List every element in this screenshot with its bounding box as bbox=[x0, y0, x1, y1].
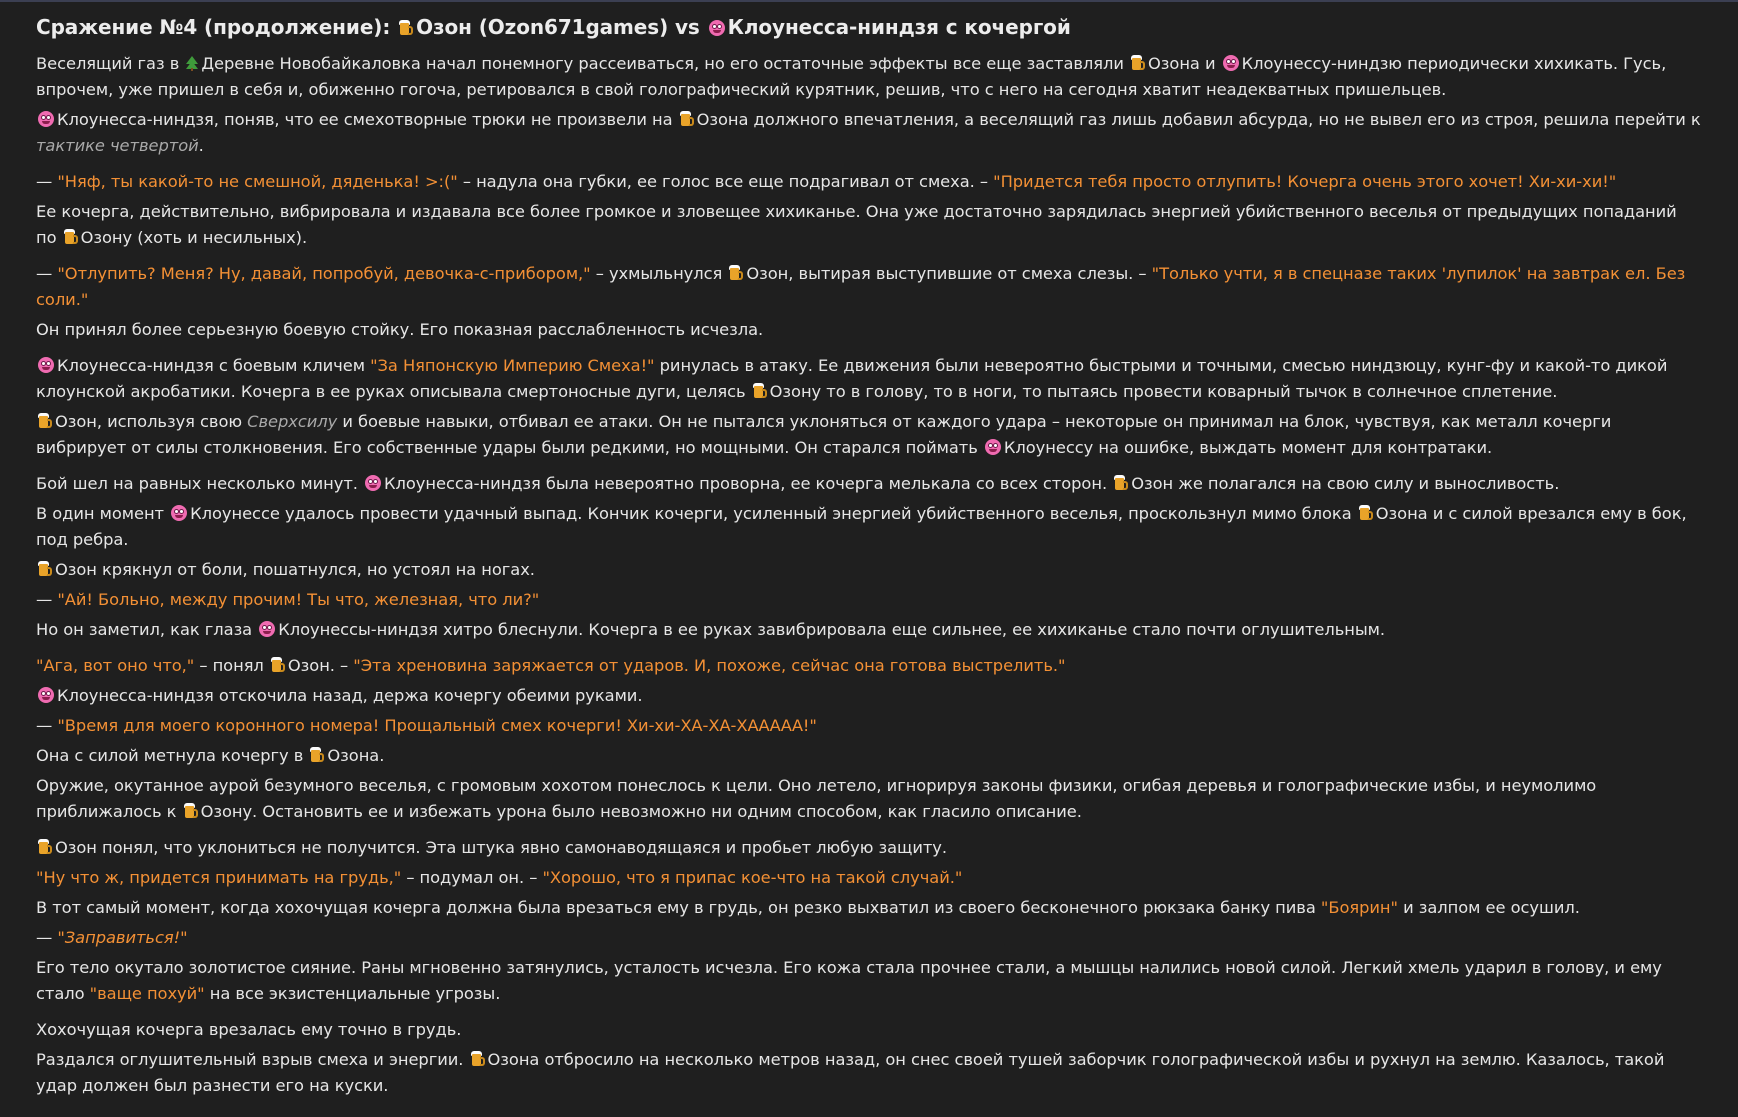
paragraph-14 bbox=[36, 653, 1702, 679]
text: Клоунессе удалось провести удачный выпад. Кончик кочерги, усиленный энергией убийственного веселья, проскользнул мимо блока bbox=[190, 504, 1357, 523]
beer-mug-icon bbox=[64, 229, 78, 245]
dash: — bbox=[36, 264, 58, 283]
clown-face-icon bbox=[985, 439, 1001, 455]
paragraph-15 bbox=[36, 683, 1702, 709]
top-border bbox=[0, 0, 1738, 2]
text: – понял bbox=[194, 656, 269, 675]
text: Озон же полагался на свою силу и выносливость. bbox=[1131, 474, 1560, 493]
quote: "Время для моего коронного номера! Прощальный смех кочерги! Хи-хи-ХА-ХА-ХААААА!" bbox=[57, 716, 817, 735]
quote: "Отлупить? Меня? Ну, давай, попробуй, девочка-с-прибором," bbox=[57, 264, 591, 283]
text: Озона и bbox=[1148, 54, 1221, 73]
paragraph-10 bbox=[36, 501, 1702, 553]
clown-face-icon bbox=[259, 621, 275, 637]
text: на все экзистенциальные угрозы. bbox=[204, 984, 501, 1003]
beer-mug-icon bbox=[271, 657, 285, 673]
paragraph-1 bbox=[36, 51, 1702, 103]
quote: "Эта хреновина заряжается от ударов. И, похоже, сейчас она готова выстрелить." bbox=[353, 656, 1066, 675]
text: и боевые навыки, отбивал ее атаки. Он не пытался уклоняться от каждого удара – некоторые он принимал на блок, чувствуя, как металл кочерги вибрирует от силы столкновения. Его собственные удары были редкими, но мощными. Он старался поймать bbox=[36, 412, 1612, 457]
paragraph-25 bbox=[36, 1047, 1702, 1099]
quote: "Ну что ж, придется принимать на грудь," bbox=[36, 868, 402, 887]
beer-mug-icon bbox=[38, 413, 52, 429]
text: ринулась в атаку. Ее движения были невероятно быстрыми и точными, смесью ниндзюцу, кунг-фу и какой-то дикой клоунской акробатики. Кочерга в ее руках описывала смертоносные дуги, целясь bbox=[36, 356, 1668, 401]
text: Клоунесса-ниндзя была невероятно проворна, ее кочерга мелькала со всех сторон. bbox=[384, 474, 1113, 493]
paragraph-6: Он принял более серьезную боевую стойку. Его показная расслабленность исчезла. bbox=[36, 320, 764, 339]
paragraph-9 bbox=[36, 471, 1702, 497]
text: Клоунесса-ниндзя отскочила назад, держа кочергу обеими руками. bbox=[57, 686, 643, 705]
quote: "Ай! Больно, между прочим! Ты что, железная, что ли?" bbox=[57, 590, 540, 609]
battle-title bbox=[36, 12, 1702, 42]
beer-mug-icon bbox=[310, 747, 324, 763]
quote: "За Няпонскую Империю Смеха!" bbox=[370, 356, 655, 375]
clown-face-icon bbox=[38, 357, 54, 373]
title-vs: vs bbox=[668, 15, 707, 39]
title-prefix: Сражение №4 (продолжение): bbox=[36, 15, 398, 39]
message-content bbox=[36, 12, 1702, 1103]
beer-mug-icon bbox=[38, 839, 52, 855]
quote: "Хорошо, что я припас кое-что на такой случай." bbox=[542, 868, 963, 887]
beer-mug-icon bbox=[471, 1051, 485, 1067]
text: Озона отбросило на несколько метров назад, он снес своей тушей заборчик голографической избы и рухнул на землю. Казалось, такой удар должен был разнести его на куски. bbox=[36, 1050, 1665, 1095]
dash: — bbox=[36, 716, 58, 735]
quote: "ваще похуй" bbox=[89, 984, 205, 1003]
paragraph-19 bbox=[36, 835, 1702, 861]
text: – ухмыльнулся bbox=[590, 264, 728, 283]
text: Озон, используя свою bbox=[55, 412, 248, 431]
text: Клоунессы-ниндзя хитро блеснули. Кочерга в ее руках завибрировала еще сильнее, ее хихиканье стало почти оглушительным. bbox=[278, 620, 1386, 639]
paragraph-4 bbox=[36, 199, 1702, 251]
text: Озон крякнул от боли, пошатнулся, но устоял на ногах. bbox=[55, 560, 535, 579]
beer-mug-icon bbox=[680, 111, 694, 127]
text: Озона. bbox=[327, 746, 385, 765]
paragraph-3 bbox=[36, 169, 1702, 195]
beer-mug-icon bbox=[38, 561, 52, 577]
title-fighter2: Клоунесса-ниндзя с кочергой bbox=[727, 15, 1071, 39]
text: Озону. Остановить ее и избежать урона было невозможно ни одним способом, как гласило описание. bbox=[200, 802, 1082, 821]
text: и залпом ее осушил. bbox=[1397, 898, 1580, 917]
clown-face-icon bbox=[1223, 55, 1239, 71]
paragraph-22 bbox=[36, 925, 1702, 951]
text: В один момент bbox=[36, 504, 170, 523]
beer-mug-icon bbox=[184, 803, 198, 819]
paragraph-21 bbox=[36, 895, 1702, 921]
paragraph-23 bbox=[36, 955, 1702, 1007]
text: Клоунесса-ниндзя, поняв, что ее смехотворные трюки не произвели на bbox=[57, 110, 678, 129]
text: Но он заметил, как глаза bbox=[36, 620, 258, 639]
emphasis-text: Сверхсилу bbox=[247, 412, 338, 431]
beer-mug-icon bbox=[729, 265, 743, 281]
paragraph-7 bbox=[36, 353, 1702, 405]
text: – подумал он. – bbox=[401, 868, 543, 887]
paragraph-12 bbox=[36, 587, 1702, 613]
text: Озону то в голову, то в ноги, то пытаясь провести коварный тычок в солнечное сплетение. bbox=[769, 382, 1558, 401]
clown-face-icon bbox=[38, 687, 54, 703]
text: Озона и с силой врезался ему в бок, под ребра. bbox=[36, 504, 1687, 549]
paragraph-13 bbox=[36, 617, 1702, 643]
paragraph-18 bbox=[36, 773, 1702, 825]
beer-mug-icon bbox=[1114, 475, 1128, 491]
paragraph-2 bbox=[36, 107, 1702, 159]
text: Его тело окутало золотистое сияние. Раны мгновенно затянулись, усталость исчезла. Его кожа стала прочнее стали, а мышцы налились новой силой. Легкий хмель ударил в голову, и ему стало bbox=[36, 958, 1662, 1003]
text: Бой шел на равных несколько минут. bbox=[36, 474, 364, 493]
text: Оружие, окутанное аурой безумного веселья, с громовым хохотом понеслось к цели. Оно летело, игнорируя законы физики, огибая деревья и голографические избы, и неумолимо приближалось к bbox=[36, 776, 1597, 821]
quote: "Только учти, я в спецназе таких 'лупилок' на завтрак ел. Без соли." bbox=[36, 264, 1686, 309]
text: Она с силой метнула кочергу в bbox=[36, 746, 309, 765]
title-fighter1: Озон (Ozon671games) bbox=[416, 15, 669, 39]
text: . bbox=[198, 136, 204, 155]
dash: — bbox=[36, 172, 58, 191]
paragraph-20 bbox=[36, 865, 1702, 891]
text: Ее кочерга, действительно, вибрировала и издавала все более громкое и зловещее хихиканье. Она уже достаточно зарядилась энергией убийственного веселья от предыдущих попаданий по bbox=[36, 202, 1677, 247]
quote: "Ага, вот оно что," bbox=[36, 656, 195, 675]
beer-mug-icon bbox=[399, 20, 413, 36]
text: Клоунессу-ниндзю периодически хихикать. Гусь, впрочем, уже пришел в себя и, обиженно гогоча, ретировался в свой голографический курятник, решив, что с него на сегодня хватит неадекватных пришельцев. bbox=[36, 54, 1667, 99]
beer-mug-icon bbox=[1359, 505, 1373, 521]
clown-face-icon bbox=[171, 505, 187, 521]
emphasis-text: тактике четвертой bbox=[36, 136, 199, 155]
paragraph-17 bbox=[36, 743, 1702, 769]
clown-face-icon bbox=[38, 111, 54, 127]
dash: — bbox=[36, 928, 58, 947]
text: Озона должного впечатления, а веселящий газ лишь добавил абсурда, но не вывел его из строя, решила перейти к bbox=[696, 110, 1701, 129]
clown-face-icon bbox=[365, 475, 381, 491]
text: Клоунессу на ошибке, выждать момент для контратаки. bbox=[1003, 438, 1493, 457]
quote: "Няф, ты какой-то не смешной, дяденька! >:(" bbox=[57, 172, 458, 191]
text: Веселящий газ в bbox=[36, 54, 185, 73]
text: Озон понял, что уклониться не получится. Эта штука явно самонаводящаяся и пробьет любую защиту. bbox=[55, 838, 948, 857]
dash: — bbox=[36, 590, 58, 609]
quote: "Заправиться!" bbox=[57, 928, 188, 947]
clown-face-icon bbox=[709, 20, 725, 36]
text: Озону (хоть и несильных). bbox=[80, 228, 308, 247]
beer-mug-icon bbox=[753, 383, 767, 399]
quote: "Придется тебя просто отлупить! Кочерга очень этого хочет! Хи-хи-хи!" bbox=[993, 172, 1617, 191]
text: Клоунесса-ниндзя с боевым кличем bbox=[57, 356, 371, 375]
text: Озон, вытирая выступившие от смеха слезы. – bbox=[746, 264, 1152, 283]
text: Озон. – bbox=[287, 656, 354, 675]
beer-mug-icon bbox=[1131, 55, 1145, 71]
paragraph-11 bbox=[36, 557, 1702, 583]
text: – надула она губки, ее голос все еще подрагивал от смеха. – bbox=[457, 172, 994, 191]
paragraph-5 bbox=[36, 261, 1702, 313]
evergreen-tree-icon bbox=[186, 55, 198, 71]
paragraph-8 bbox=[36, 409, 1702, 461]
paragraph-24: Хохочущая кочерга врезалась ему точно в грудь. bbox=[36, 1020, 462, 1039]
quote: "Боярин" bbox=[1320, 898, 1398, 917]
text: В тот самый момент, когда хохочущая кочерга должна была врезаться ему в грудь, он резко выхватил из своего бесконечного рюкзака банку пива bbox=[36, 898, 1321, 917]
text: Раздался оглушительный взрыв смеха и энергии. bbox=[36, 1050, 469, 1069]
text: Деревне Новобайкаловка начал понемногу рассеиваться, но его остаточные эффекты все еще заставляли bbox=[201, 54, 1130, 73]
paragraph-16 bbox=[36, 713, 1702, 739]
